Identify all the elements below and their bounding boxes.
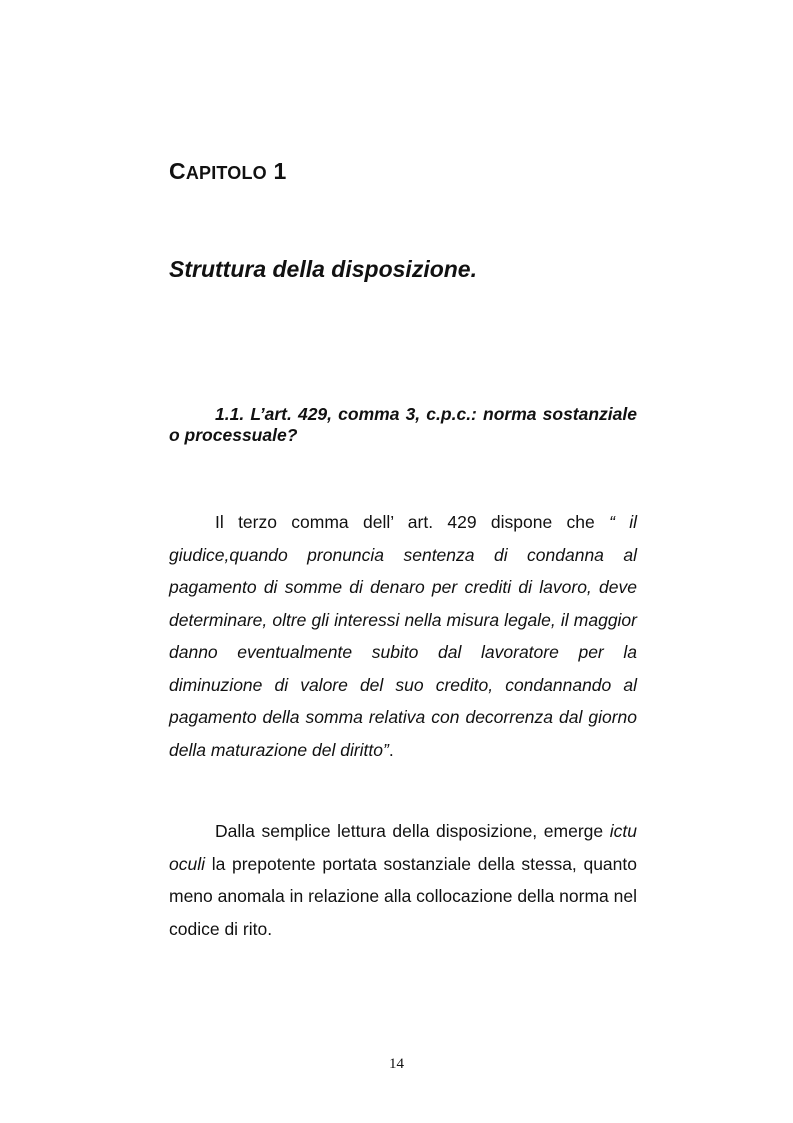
chapter-number: 1 [273, 158, 287, 184]
page-number: 14 [389, 1056, 404, 1072]
chapter-heading [169, 156, 286, 188]
paragraph-1-quote: “ il giudice,quando pronuncia sentenza di condanna al pagamento di somme di denaro per crediti di lavoro, deve determinare, oltre gli interessi nella misura legale, il maggior danno eventualmente subito dal lavoratore per la diminuzione di valore del suo credito, condannando al pagamento della somma relativa con decorrenza dal giorno della maturazione del diritto” [169, 512, 638, 760]
paragraph-2 [169, 815, 637, 945]
paragraph-2-rest: la prepotente portata sostanziale della stessa, quanto meno anomala in relazione alla collocazione della norma nel codice di rito. [169, 853, 637, 939]
chapter-title: Struttura della disposizione. [169, 256, 477, 282]
chapter-label: APITOLO [185, 163, 267, 183]
paragraph-1 [169, 506, 637, 766]
paragraph-1-end: . [388, 739, 394, 760]
paragraph-1-lead: Il terzo comma dell’ art. 429 dispone che [215, 512, 595, 532]
chapter-initial: C [169, 158, 186, 184]
paragraph-2-latin-phrase: ictu oculi [169, 821, 637, 874]
section-heading: 1.1. L’art. 429, comma 3, c.p.c.: norma sostanziale o processuale? [169, 404, 637, 445]
paragraph-2-lead: Dalla semplice lettura della disposizione, emerge [215, 821, 604, 841]
